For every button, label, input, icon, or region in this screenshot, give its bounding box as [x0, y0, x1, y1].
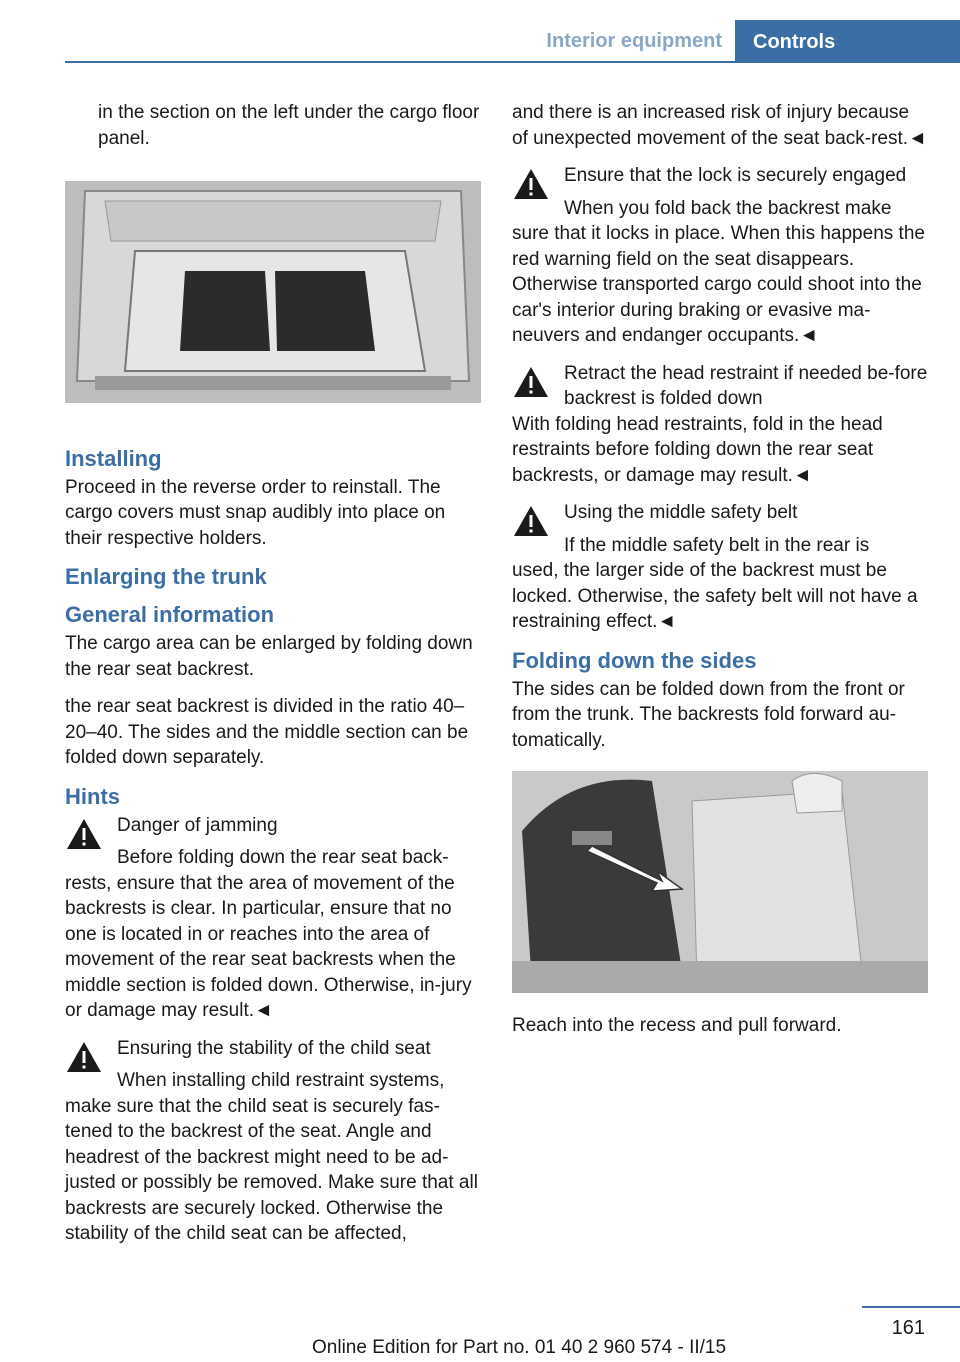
warning-title: Ensure that the lock is securely engaged [564, 165, 907, 186]
folding-sides-heading: Folding down the sides [512, 647, 757, 673]
footer-rule [862, 1306, 960, 1308]
photo-caption: Reach into the recess and pull forward. [512, 1014, 842, 1036]
warning-title: Ensuring the stability of the child seat [117, 1037, 431, 1059]
warning-first-line: When you fold back the backrest make [564, 197, 892, 219]
right-column [512, 100, 928, 1050]
edition-footer: Online Edition for Part no. 01 40 2 960 574 - II/15 [312, 1337, 727, 1358]
warning-middle-belt [512, 500, 928, 635]
continued-text: and there is an increased risk of injury because of unexpected movement of the seat back-rest.◄ [512, 102, 927, 149]
warning-jamming [65, 813, 481, 1024]
general-info-paragraph-1: The cargo area can be enlarged by folding down the rear seat backrest. [65, 633, 473, 680]
warning-lock-engaged [512, 163, 928, 349]
warning-title: Danger of jamming [117, 814, 278, 836]
warning-body: used, the larger side of the backrest must be locked. Otherwise, the safety belt will not have a restraining effect.◄ [512, 560, 918, 632]
warning-triangle-icon [65, 817, 103, 851]
installing-heading: Installing [65, 445, 162, 471]
header-section-title: Interior equipment [546, 30, 722, 52]
warning-body: rests, ensure that the area of movement of the backrests is clear. In particular, ensure that no one is located in or reaches into the area of movement of the rear seat backrests when the middle section is folded down. Otherwise, in-jury or damage may result.◄ [65, 872, 472, 1021]
header-rule [65, 61, 960, 63]
rear-seat-photo [512, 771, 928, 993]
enlarging-trunk-heading: Enlarging the trunk [65, 564, 267, 589]
warning-head-restraint [512, 361, 928, 489]
warning-body: sure that it locks in place. When this happens the red warning field on the seat disappears. Otherwise transported cargo could shoot into the car's interior during braking or evasive ma-neuvers and endanger occupants.◄ [512, 223, 925, 346]
intro-text: in the section on the left under the cargo floor panel. [98, 102, 480, 149]
header-chapter-tab: Controls [735, 20, 960, 63]
warning-title: Retract the head restraint if needed be-fore backrest is folded down [564, 362, 928, 409]
warning-title: Using the middle safety belt [564, 502, 798, 523]
warning-triangle-icon [512, 167, 550, 201]
general-info-paragraph-2: the rear seat backrest is divided in the ratio 40–20–40. The sides and the middle section can be folded down separately. [65, 696, 469, 768]
warning-body: make sure that the child seat is securely fas-tened to the backrest of the seat. Angle and headrest of the backrest might need to be ad-justed or possibly be removed. Make sure that all backrests are securely locked. Otherwise the stability of the child seat can be affected, [65, 1095, 478, 1244]
warning-first-line: When installing child restraint systems, [117, 1070, 445, 1091]
warning-child-seat [65, 1036, 481, 1247]
warning-triangle-icon [512, 365, 550, 399]
folding-sides-text: The sides can be folded down from the front or from the trunk. The backrests fold forward au-tomatically. [512, 678, 905, 751]
page-number: 161 [891, 1317, 925, 1339]
cargo-area-photo [65, 181, 481, 403]
warning-first-line: Before folding down the rear seat back- [117, 847, 449, 868]
hints-heading: Hints [65, 783, 120, 809]
warning-first-line: If the middle safety belt in the rear is [564, 534, 870, 556]
general-information-heading: General information [65, 602, 275, 627]
warning-body: With folding head restraints, fold in the head restraints before folding down the rear seat backrests, or damage may result.◄ [512, 413, 883, 486]
left-column [65, 100, 481, 1259]
warning-triangle-icon [65, 1040, 103, 1074]
warning-triangle-icon [512, 504, 550, 538]
installing-text: Proceed in the reverse order to reinstall. The cargo covers must snap audibly into place on their respective holders. [65, 476, 446, 549]
